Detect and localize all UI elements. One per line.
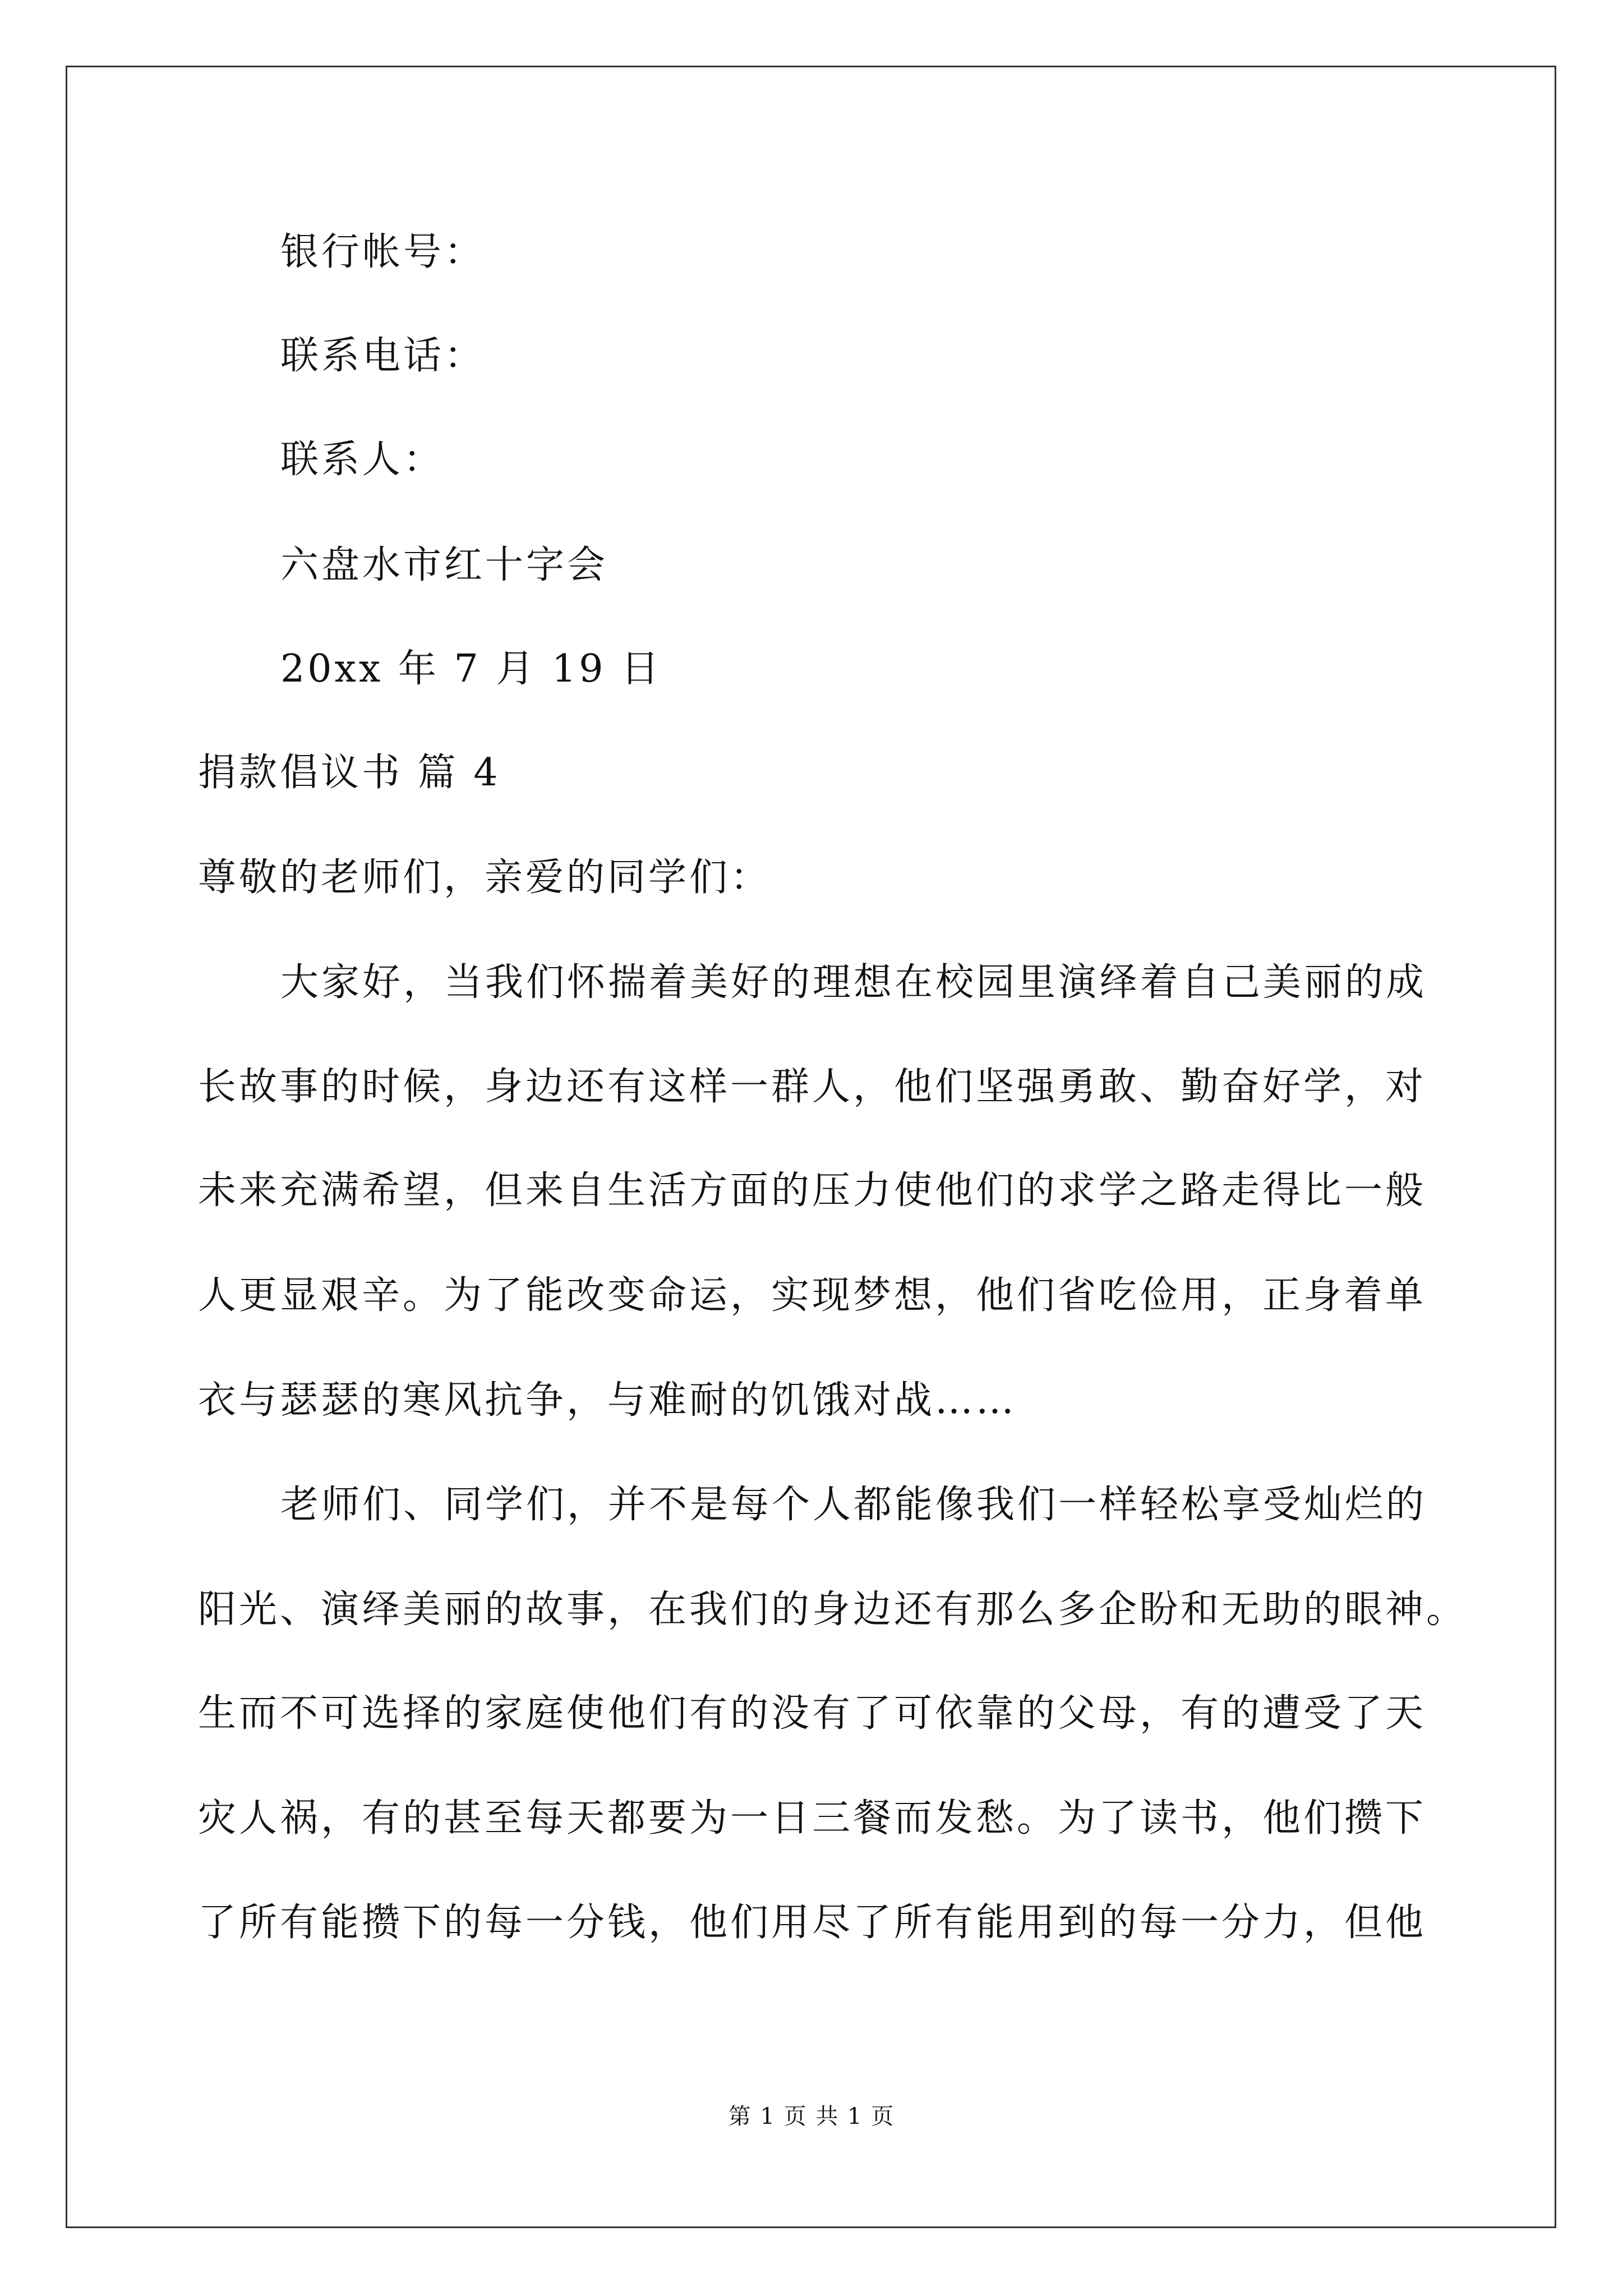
paragraph-2-line: 灾人祸，有的甚至每天都要为一日三餐而发愁。为了读书，他们攒下: [198, 1796, 1427, 1841]
bank-account-label: 银行帐号：: [280, 230, 486, 274]
contact-label: 联系人：: [280, 438, 445, 482]
paragraph-2-line: 老师们、同学们，并不是每个人都能像我们一样轻松享受灿烂的: [280, 1483, 1427, 1527]
section-heading: 捐款倡议书 篇 4: [198, 751, 501, 795]
salutation: 尊敬的老师们，亲爱的同学们：: [198, 855, 772, 900]
paragraph-2-line: 阳光、演绎美丽的故事，在我们的身边还有那么多企盼和无助的眼神。: [198, 1588, 1468, 1632]
paragraph-1-line: 人更显艰辛。为了能改变命运，实现梦想，他们省吃俭用，正身着单: [198, 1273, 1427, 1318]
paragraph-1-line: 大家好，当我们怀揣着美好的理想在校园里演绎着自己美丽的成: [280, 960, 1427, 1005]
paragraph-2-line: 了所有能攒下的每一分钱，他们用尽了所有能用到的每一分力，但他: [198, 1901, 1427, 1945]
letter-date: 20xx 年 7 月 19 日: [280, 647, 662, 691]
phone-label: 联系电话：: [280, 334, 486, 378]
paragraph-2-line: 生而不可选择的家庭使他们有的没有了可依靠的父母，有的遭受了天: [198, 1691, 1427, 1736]
paragraph-1-line: 长故事的时候，身边还有这样一群人，他们坚强勇敢、勤奋好学，对: [198, 1065, 1427, 1109]
organization-name: 六盘水市红十字会: [280, 543, 608, 587]
paragraph-1-line: 衣与瑟瑟的寒风抗争，与难耐的饥饿对战……: [198, 1378, 1017, 1423]
page-footer: 第 1 页 共 1 页: [728, 2104, 895, 2129]
paragraph-1-line: 未来充满希望，但来自生活方面的压力使他们的求学之路走得比一般: [198, 1168, 1427, 1213]
